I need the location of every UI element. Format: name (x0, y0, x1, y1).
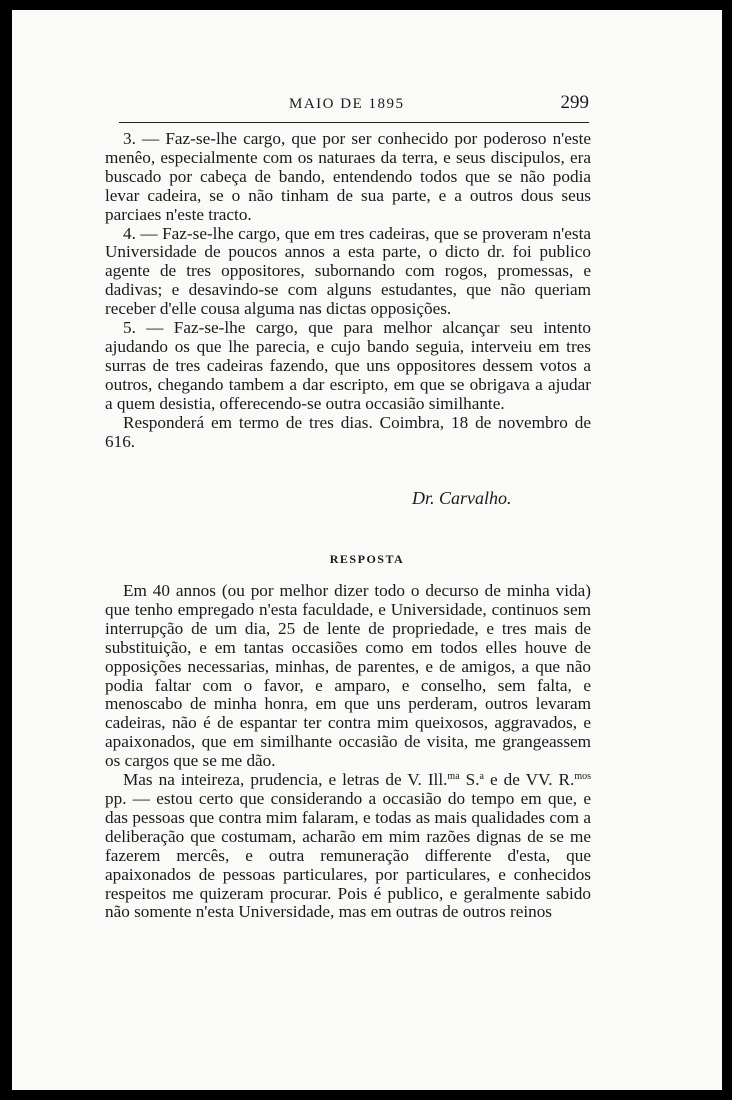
text-run: pp. — estou certo que considerando a occasião do tempo em que, e das pessoas que contra mim falaram, e todas as mais qualidades com a deliberação que costumam, acharão em mim razões dignas de se me fazerem mercês, e outra remuneração differente d'esta, que apaixonados de pessoas particulares, por particulares, e conhecidos respeitos me quizeram procurar. Pois é publico, e geralmente sabido não somente n'esta Universidade, mas em outras de outros reinos (105, 788, 591, 922)
book-page (12, 10, 722, 1090)
section-title: RESPOSTA (329, 552, 405, 566)
signature: Dr. Carvalho. (412, 488, 512, 508)
header-rule (119, 122, 589, 123)
charge-paragraph: 4. — Faz-se-lhe cargo, que em tres cadeiras, que se proveram n'esta Universidade de poucos annos a esta parte, o dicto dr. foi publico agente de tres oppositores, subornando com rogos, promessas, e dadivas; e desavindo-se com alguns estudantes, que não queriam receber d'elle cousa alguma nas dictas opposições. (105, 223, 591, 319)
page-header (119, 88, 589, 128)
text-run: Mas na inteireza, prudencia, e letras de V. Ill. (123, 770, 448, 790)
text-run: S. (459, 770, 480, 790)
page-number: 299 (560, 92, 589, 113)
resposta-paragraph-1: Em 40 annos (ou por melhor dizer todo o decurso de minha vida) que tenho empregado n'esta faculdade, e Universidade, continuos sem interrupção de um dia, 25 de lente de propriedade, e tres mais de substituição, e em tantas occasiões como em todos elles houve de opposições necessarias, minhas, de parentes, e de amigos, a que não podia faltar com o favor, e amparo, e conselho, sem falta, e menoscabo de minha honra, em que uns perderam, outros levaram cadeiras, não é de espantar ter contra mim queixosos, aggravados, e apaixonados, que em similhante occasião de visita, me grangeassem os cargos que se me dão. (105, 581, 591, 771)
superscript: mos (574, 771, 591, 783)
text-run: e de VV. R. (483, 770, 575, 790)
charge-paragraph: 5. — Faz-se-lhe cargo, que para melhor alcançar seu intento ajudando os que lhe parecia, e cujo bando seguia, interveiu em tres surras de tres cadeiras fazendo, que uns oppositores dessem votos a outros, chegando tambem a dar escripto, em que se obrigava a ajudar a quem desistia, offerecendo-se outra occasião similhante. (105, 318, 591, 413)
resposta-block (105, 582, 591, 922)
superscript: a (479, 771, 484, 783)
resposta-paragraph-2 (105, 771, 591, 922)
running-head: MAIO DE 1895 (289, 96, 405, 112)
superscript: ma (447, 771, 460, 783)
deadline-paragraph: Responderá em termo de tres dias. Coimbra, 18 de novembro de 616. (105, 412, 591, 451)
charges-block (105, 130, 591, 451)
charge-paragraph: 3. — Faz-se-lhe cargo, que por ser conhecido por poderoso n'este menêo, especialmente com os naturaes da terra, e seus discipulos, era buscado por cabeça de bando, entendendo todos que se não podia levar cadeira, se o não tinham de sua parte, e a outros dous seus parciaes n'este tracto. (105, 129, 591, 224)
